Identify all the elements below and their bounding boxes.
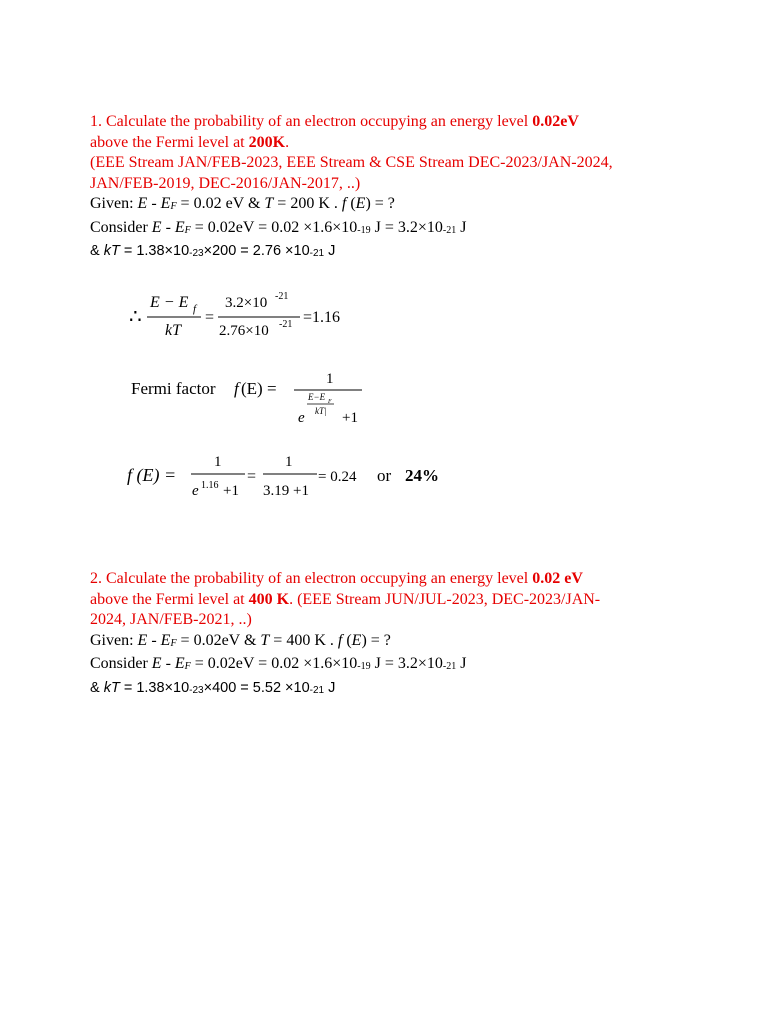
result-numerator-1: 1 — [214, 454, 222, 470]
q1-title-period: . — [285, 133, 290, 151]
q1-title-text-2: above the Fermi level at — [90, 133, 249, 151]
q2-kt-line — [90, 678, 690, 702]
q1-given-line — [90, 194, 690, 218]
consider-e: E — [151, 655, 162, 672]
given-paren: ( — [342, 631, 352, 649]
result-numerator-2: 1 — [285, 454, 293, 470]
kt-part-c: J — [324, 679, 336, 696]
given-ef: E — [160, 631, 171, 649]
consider-part-c: J — [456, 655, 467, 672]
ratio-numerator: E − E — [150, 294, 189, 311]
kt-prefix: & — [90, 243, 104, 259]
question-2 — [90, 569, 690, 701]
q1-streams-line-2: JAN/FEB-2019, DEC-2016/JAN-2017, ..) — [90, 174, 361, 192]
q2-given-line — [90, 631, 690, 655]
kt-part-a: = 1.38×10 — [119, 679, 190, 696]
equation-fermi-factor — [128, 368, 378, 430]
q2-consider-line — [90, 654, 690, 678]
given-end: ) = ? — [361, 631, 391, 649]
given-rest: = 200 K . — [273, 195, 342, 212]
q2-streams-text: . (EEE Stream JUN/JUL-2023, DEC-2023/JAN- — [289, 590, 601, 608]
q2-title-text: 2. Calculate the probability of an electron occupying an energy level — [90, 570, 533, 587]
kt-part-b: ×400 = 5.52 ×10 — [203, 679, 310, 696]
consider-part-b: J = 3.2×10 — [370, 655, 443, 672]
fermi-factor-arg: (E) = — [241, 379, 277, 398]
given-e: E — [137, 631, 148, 649]
given-label: Given: — [90, 631, 138, 649]
q1-title-line-2 — [90, 133, 690, 154]
consider-part-a: = 0.02eV = 0.02 ×1.6×10 — [190, 655, 358, 672]
equation-result — [125, 450, 455, 504]
kt-part-c: J — [324, 243, 336, 259]
consider-exp-2: -21 — [442, 661, 457, 672]
kt-exp-1: -23 — [189, 684, 204, 696]
equation-ratio — [125, 285, 365, 345]
consider-dash: - — [161, 218, 175, 236]
consider-part-c: J — [456, 218, 467, 236]
given-t: T — [260, 631, 270, 649]
consider-dash: - — [161, 655, 175, 672]
given-e: E — [137, 195, 148, 212]
fermi-factor-exp-denominator: kT| — [315, 406, 327, 416]
kt-prefix: & — [90, 679, 104, 696]
result-percent: 24% — [405, 466, 439, 485]
consider-e: E — [151, 218, 162, 236]
result-exp: 1.16 — [201, 480, 219, 491]
consider-ef-sub: F — [184, 224, 191, 236]
ratio-result: =1.16 — [303, 309, 341, 326]
q1-streams-line-1: (EEE Stream JAN/FEB-2023, EEE Stream & CSE Stream DEC-2023/JAN-2024, — [90, 154, 613, 171]
fermi-factor-exp-numerator: E−E — [308, 392, 326, 402]
consider-exp-1: -19 — [357, 224, 371, 236]
consider-exp-1: -19 — [357, 661, 371, 672]
ratio-value-denominator-exp: -21 — [279, 319, 293, 330]
consider-part-b: J = 3.2×10 — [370, 218, 443, 236]
kt-exp-2: -21 — [309, 248, 325, 259]
therefore-symbol: ∴ — [129, 306, 142, 328]
q2-title-line-1 — [90, 569, 690, 590]
kt-symbol: kT — [103, 243, 120, 259]
q2-temperature-value: 400 K — [248, 590, 290, 608]
given-end: ) = ? — [365, 195, 395, 212]
consider-ef: E — [174, 655, 185, 672]
ratio-equals: = — [205, 309, 215, 326]
given-mid: = 0.02 eV & — [176, 195, 265, 212]
kt-part-b: ×200 = 2.76 ×10 — [203, 243, 310, 259]
fermi-factor-f: f — [234, 379, 239, 398]
kt-exp-2: -21 — [309, 684, 325, 696]
q1-temperature-value: 200K — [248, 133, 286, 151]
result-or: or — [377, 466, 392, 485]
given-label: Given: — [90, 195, 138, 212]
consider-exp-2: -21 — [442, 224, 457, 236]
given-ef-sub: F — [170, 637, 177, 649]
consider-ef: E — [174, 218, 185, 236]
result-lhs: f (E) = — [127, 465, 177, 485]
q1-kt-line — [90, 241, 690, 265]
given-e2: E — [351, 631, 362, 649]
kt-part-a: = 1.38×10 — [119, 243, 190, 259]
q1-consider-line — [90, 218, 690, 242]
q1-title-text: 1. Calculate the probability of an electron occupying an energy level — [90, 113, 533, 130]
q1-energy-value: 0.02eV — [532, 113, 579, 130]
q2-energy-value: 0.02 eV — [532, 570, 583, 587]
ratio-value-numerator: 3.2×10 — [225, 295, 268, 311]
fermi-factor-e: e — [298, 410, 305, 426]
given-ef-sub: F — [170, 201, 177, 212]
question-1 — [90, 112, 690, 265]
given-paren: ( — [346, 195, 356, 212]
result-value: = 0.24 — [318, 469, 357, 485]
fermi-factor-numerator: 1 — [326, 371, 334, 387]
given-dash: - — [147, 631, 161, 649]
q2-title-text-2: above the Fermi level at — [90, 590, 249, 608]
fermi-factor-plus-one: +1 — [342, 410, 358, 426]
q1-title-line-1 — [90, 112, 690, 133]
consider-ef-sub: F — [184, 661, 191, 672]
ratio-denominator: kT — [165, 322, 181, 339]
given-f: f — [337, 631, 343, 649]
consider-label: Consider — [90, 218, 152, 236]
ratio-numerator-sub: f — [193, 303, 197, 315]
result-e: e — [192, 483, 199, 499]
ratio-value-numerator-exp: -21 — [275, 291, 289, 302]
given-ef: E — [160, 195, 171, 212]
given-rest: = 400 K . — [269, 631, 338, 649]
q2-streams-line-2: 2024, JAN/FEB-2021, ..) — [90, 611, 252, 628]
consider-part-a: = 0.02eV = 0.02 ×1.6×10 — [190, 218, 358, 236]
kt-exp-1: -23 — [189, 248, 204, 259]
fermi-factor-label: Fermi factor — [131, 379, 216, 398]
kt-symbol: kT — [103, 679, 120, 696]
result-plus-one: +1 — [223, 483, 239, 499]
result-equals: = — [247, 468, 257, 485]
given-e2: E — [355, 195, 366, 212]
result-denominator-2: 3.19 +1 — [263, 483, 309, 499]
given-f: f — [341, 195, 347, 212]
fermi-factor-exp-sub: F — [328, 399, 332, 405]
ratio-value-denominator: 2.76×10 — [219, 323, 269, 339]
q2-title-line-2 — [90, 590, 690, 611]
given-dash: - — [147, 195, 161, 212]
consider-label: Consider — [90, 655, 152, 672]
given-t: T — [264, 195, 274, 212]
given-mid: = 0.02eV & — [176, 631, 261, 649]
